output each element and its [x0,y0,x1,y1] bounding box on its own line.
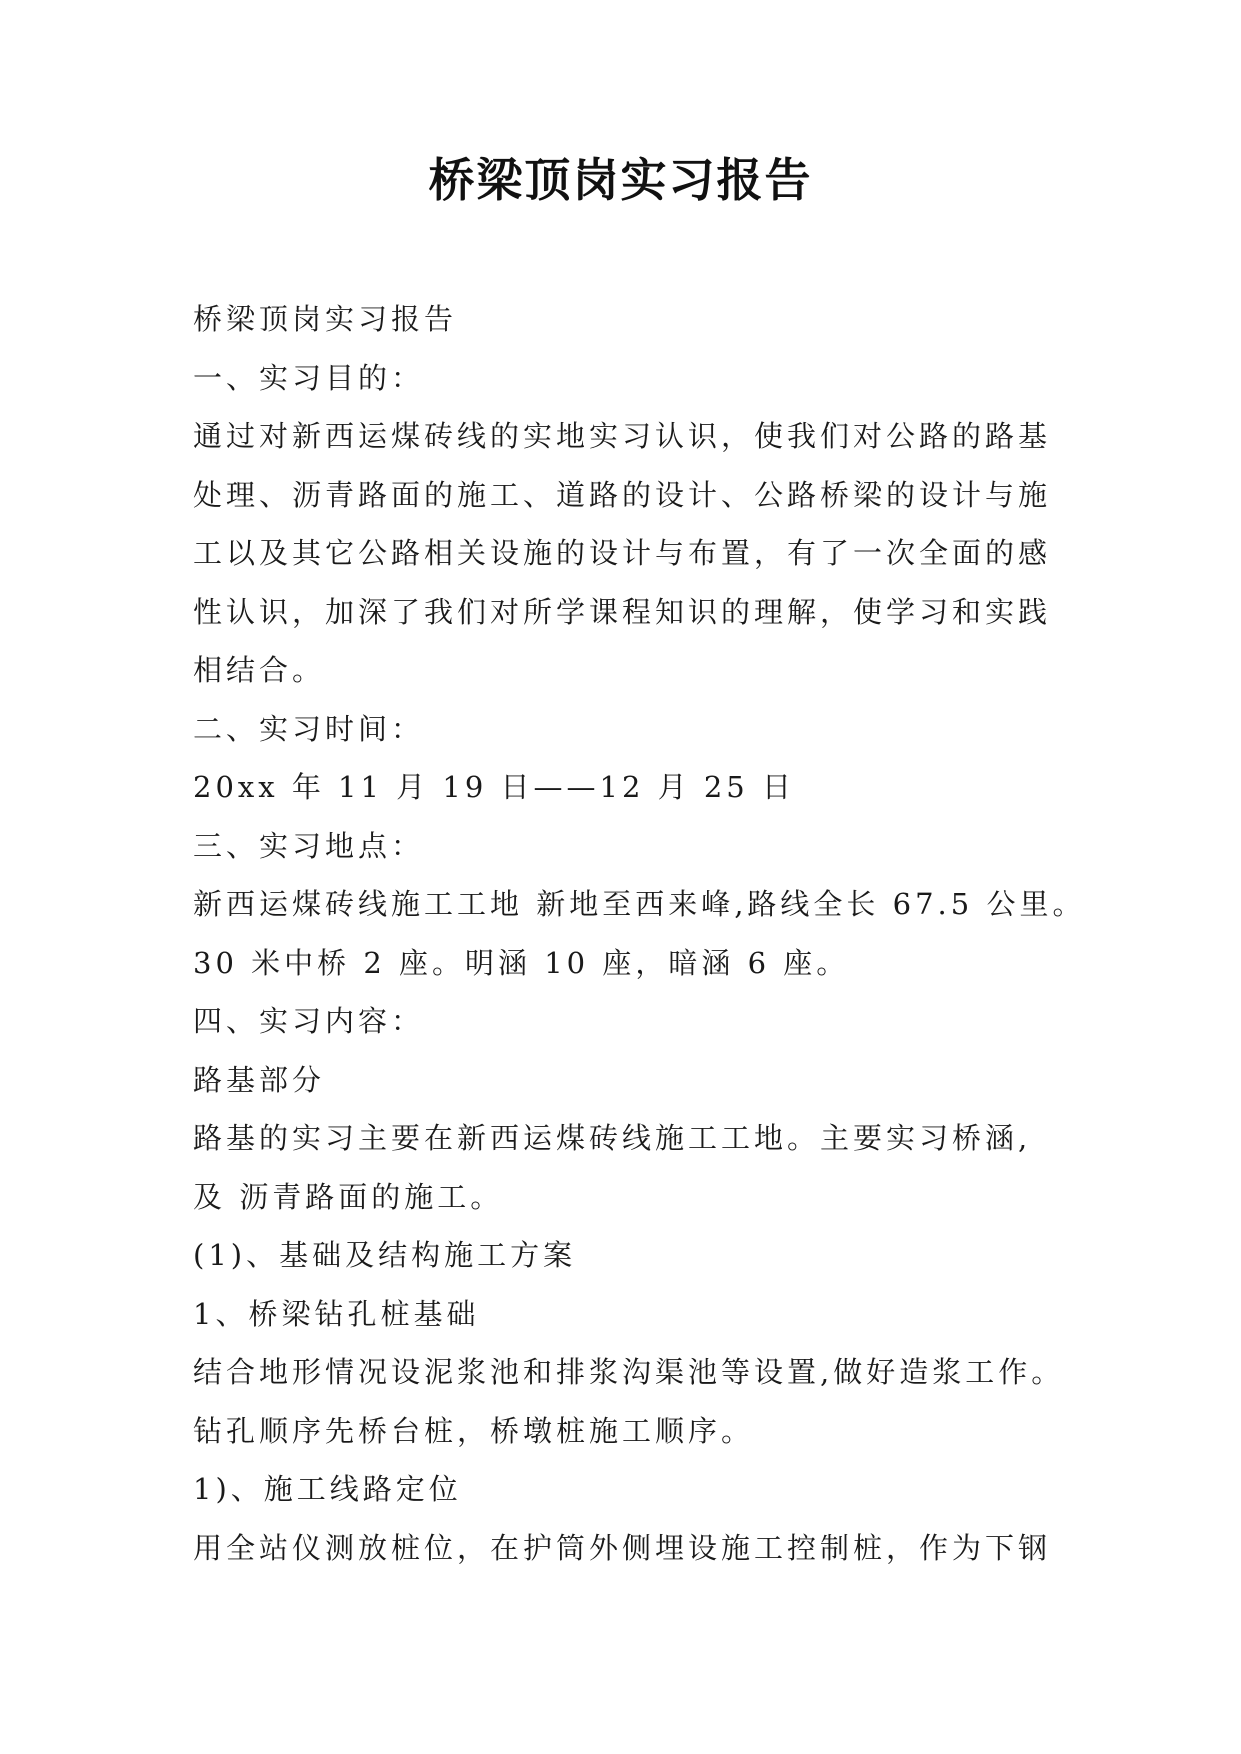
paragraph-line: 及 沥青路面的施工。 [193,1179,504,1214]
paragraph-line: 钻孔顺序先桥台桩，桥墩桩施工顺序。 [193,1413,755,1448]
paragraph-line: 通过对新西运煤砖线的实地实习认识，使我们对公路的路基 [193,419,1052,453]
paragraph-line: 性认识，加深了我们对所学课程知识的理解，使学习和实践 [193,594,1052,629]
document-body [193,290,1086,1577]
paragraph-line: 结合地形情况设泥浆池和排浆沟渠池等设置,做好造浆工作。 [193,1355,1065,1389]
subsection-heading: 路基部分 [193,1062,326,1097]
subsection-heading: 1)、施工线路定位 [193,1472,462,1506]
paragraph-line: 30 米中桥 2 座。明涵 10 座，暗涵 6 座。 [193,945,850,980]
section-heading-location: 三、实习地点： [193,828,425,863]
section-heading-purpose: 一、实习目的： [193,360,425,395]
paragraph-line: 处理、沥青路面的施工、道路的设计、公路桥梁的设计与施 [193,477,1052,512]
paragraph-line: 相结合。 [193,653,326,687]
section-heading-content: 四、实习内容： [193,1004,425,1038]
subsection-heading: 1、桥梁钻孔桩基础 [193,1296,480,1331]
paragraph-line: 工以及其它公路相关设施的设计与布置，有了一次全面的感 [193,536,1052,570]
subsection-heading: (1)、基础及结构施工方案 [193,1238,577,1272]
document-title: 桥梁顶岗实习报告 [428,153,813,207]
paragraph-line: 用全站仪测放桩位，在护筒外侧埋设施工控制桩，作为下钢 [193,1530,1052,1565]
paragraph-line: 20xx 年 11 月 19 日——12 月 25 日 [193,770,795,804]
section-heading-time: 二、实习时间： [193,711,425,746]
paragraph-line: 路基的实习主要在新西运煤砖线施工工地。主要实习桥涵, [193,1121,1032,1155]
heading-line: 桥梁顶岗实习报告 [193,302,458,336]
paragraph-line: 新西运煤砖线施工工地 新地至西来峰,路线全长 67.5 公里。 [193,887,1086,921]
